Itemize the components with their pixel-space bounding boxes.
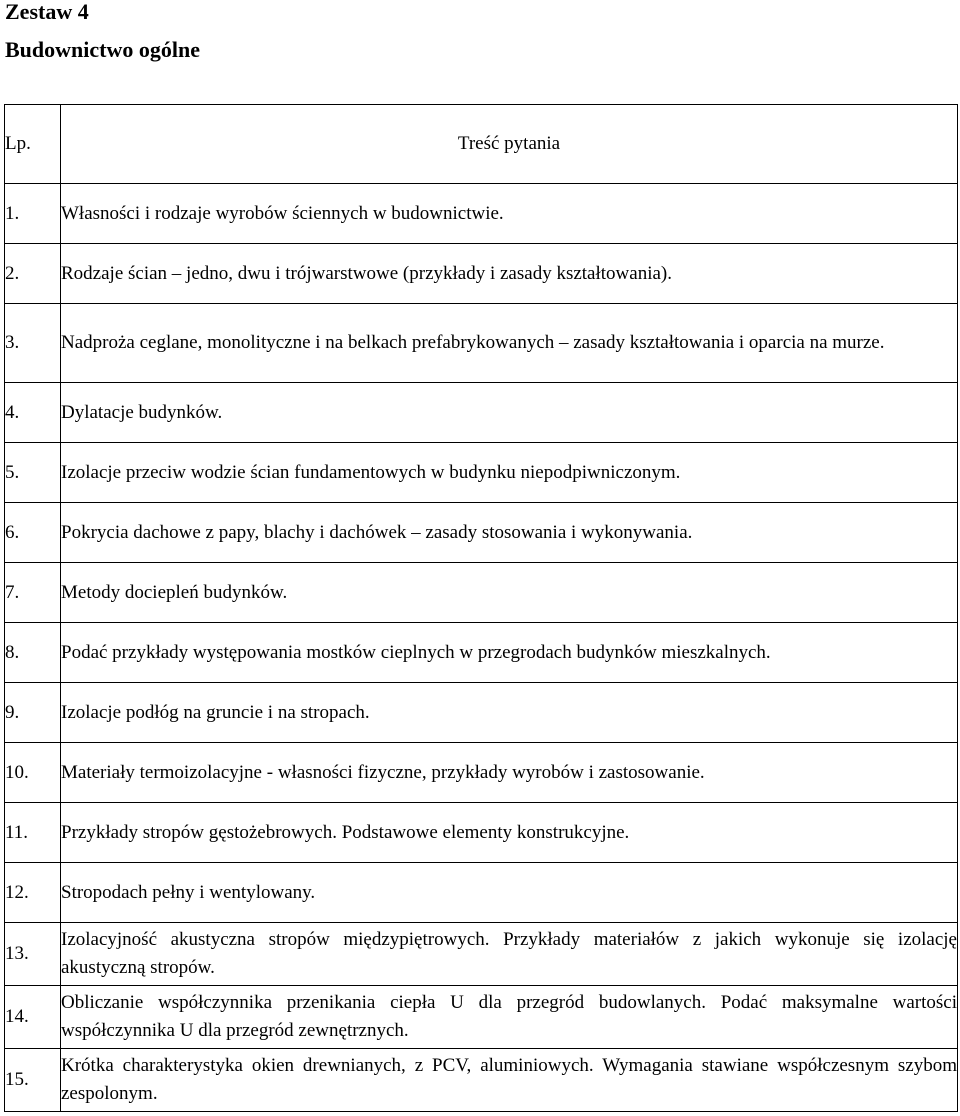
question-text: Rodzaje ścian – jedno, dwu i trójwarstwowe (przykłady i zasady kształtowania). [61,244,958,304]
row-number: 12. [5,863,61,923]
question-text: Nadproża ceglane, monolityczne i na belkach prefabrykowanych – zasady kształtowania i oparcia na murze. [61,304,958,383]
row-number: 4. [5,383,61,443]
row-number: 6. [5,503,61,563]
document-subtitle: Budownictwo ogólne [5,37,200,62]
row-number: 11. [5,803,61,863]
row-number: 5. [5,443,61,503]
row-number: 9. [5,683,61,743]
question-text: Stropodach pełny i wentylowany. [61,863,958,923]
table-row [5,683,958,743]
question-text: Obliczanie współczynnika przenikania ciepła U dla przegród budowlanych. Podać maksymalne wartości współczynnika U dla przegród zewnętrznych. [61,986,958,1049]
question-text: Własności i rodzaje wyrobów ściennych w budownictwie. [61,184,958,244]
table-row [5,184,958,244]
table-row [5,863,958,923]
table-row [5,743,958,803]
table-row [5,1049,958,1112]
question-text: Pokrycia dachowe z papy, blachy i dachówek – zasady stosowania i wykonywania. [61,503,958,563]
questions-table [4,104,958,1112]
table-row [5,623,958,683]
row-number: 15. [5,1049,61,1112]
question-text: Metody dociepleń budynków. [61,563,958,623]
row-number: 13. [5,923,61,986]
column-header-lp: Lp. [5,105,61,184]
question-text: Podać przykłady występowania mostków cieplnych w przegrodach budynków mieszkalnych. [61,623,958,683]
document-title: Zestaw 4 [5,0,89,24]
row-number: 1. [5,184,61,244]
row-number: 3. [5,304,61,383]
question-text: Materiały termoizolacyjne - własności fizyczne, przykłady wyrobów i zastosowanie. [61,743,958,803]
row-number: 7. [5,563,61,623]
table-header-row [5,105,958,184]
table-row [5,443,958,503]
row-number: 2. [5,244,61,304]
table-row [5,923,958,986]
question-text: Krótka charakterystyka okien drewnianych, z PCV, aluminiowych. Wymagania stawiane współczesnym szybom zespolonym. [61,1049,958,1112]
row-number: 14. [5,986,61,1049]
question-text: Izolacje przeciw wodzie ścian fundamentowych w budynku niepodpiwniczonym. [61,443,958,503]
table-row [5,383,958,443]
table-row [5,244,958,304]
column-header-question: Treść pytania [61,105,958,184]
question-text: Izolacyjność akustyczna stropów międzypiętrowych. Przykłady materiałów z jakich wykonuje się izolację akustyczną stropów. [61,923,958,986]
table-row [5,986,958,1049]
question-text: Izolacje podłóg na gruncie i na stropach. [61,683,958,743]
row-number: 8. [5,623,61,683]
question-text: Dylatacje budynków. [61,383,958,443]
row-number: 10. [5,743,61,803]
question-text: Przykłady stropów gęstożebrowych. Podstawowe elementy konstrukcyjne. [61,803,958,863]
table-row [5,503,958,563]
table-row [5,304,958,383]
table-row [5,803,958,863]
table-row [5,563,958,623]
